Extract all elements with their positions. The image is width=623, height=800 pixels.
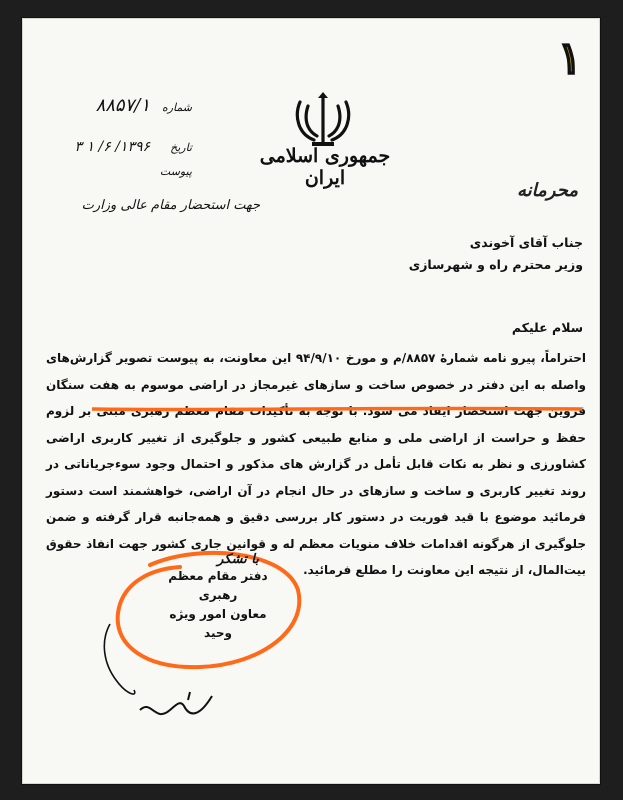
attachment-label: پیوست xyxy=(159,165,192,178)
meta-date-row xyxy=(42,139,192,165)
addressee-title: وزیر محترم راه و شهرسازی xyxy=(408,257,583,272)
republic-name-heading: جمهوری اسلامی ایران xyxy=(259,145,391,189)
signature-office: دفتر مقام معظم رهبری xyxy=(168,569,268,602)
addressee-name: جناب آقای آخوندی xyxy=(469,235,583,250)
number-value: ۸۸۵۷/۱ xyxy=(95,95,150,116)
handwritten-signature xyxy=(130,686,220,726)
signature-block xyxy=(148,552,288,643)
classification-stamp: محرمانه xyxy=(517,180,578,201)
signature-heading: با تشکر xyxy=(217,552,259,567)
page-number-badge: ۱ xyxy=(558,33,582,84)
number-label: شماره xyxy=(161,101,192,114)
addressee-block xyxy=(323,232,583,276)
recipient-note: جهت استحضار مقام عالی وزارت xyxy=(81,198,260,213)
body-paragraph: احتراماً، پیرو نامه شمارهٔ ۸۸۵۷/م و مورخ ۹۴/۹/۱۰ این معاونت، به پیوست تصویر گزارش‌های واصله به این دفتر در خصوص ساخت و سازهای غیرمجاز در اراضی موسوم به هفت سنگان قزوین جهت استحضار ایفاد می شود. با توجه به تأکیدات مقام معظم رهبری مبنی بر لزوم حفظ و حراست از اراضی ملی و منابع طبیعی کشور و جلوگیری از تغییر کاربری اراضی کشاورزی و نظر به نکات قابل تأمل در گزارش های مذکور و احتمال وجود سوءجریاناتی در روند تغییر کاربری و ساخت و سازهای در حال انجام در آن اراضی، خواهشمند است دستور فرمائید موضوع با قید فوریت در دستور کار بررسی دقیق و همه‌جانبه قرار گرفته و ضمن جلوگیری از هرگونه اقدامات خلاف منویات معظم له و قوانین جاری کشور جهت انفاذ حقوق بیت‌المال، از نتیجه این معاونت را مطلع فرمائید. xyxy=(46,351,587,577)
iran-emblem-icon xyxy=(290,90,356,150)
date-label: تاریخ xyxy=(170,141,192,154)
meta-attachment-row xyxy=(42,165,192,191)
highlight-underline xyxy=(92,406,582,412)
date-value: ۱۳۹۶/ ۶/ ۱ ۳ xyxy=(74,139,150,155)
signature-position: معاون امور ویژه xyxy=(169,607,267,621)
letter-meta xyxy=(42,95,192,191)
greeting: سلام علیکم xyxy=(511,320,583,335)
pen-stroke-mark xyxy=(60,620,140,700)
meta-number-row xyxy=(42,95,192,121)
signature-name: وحید xyxy=(204,626,232,640)
